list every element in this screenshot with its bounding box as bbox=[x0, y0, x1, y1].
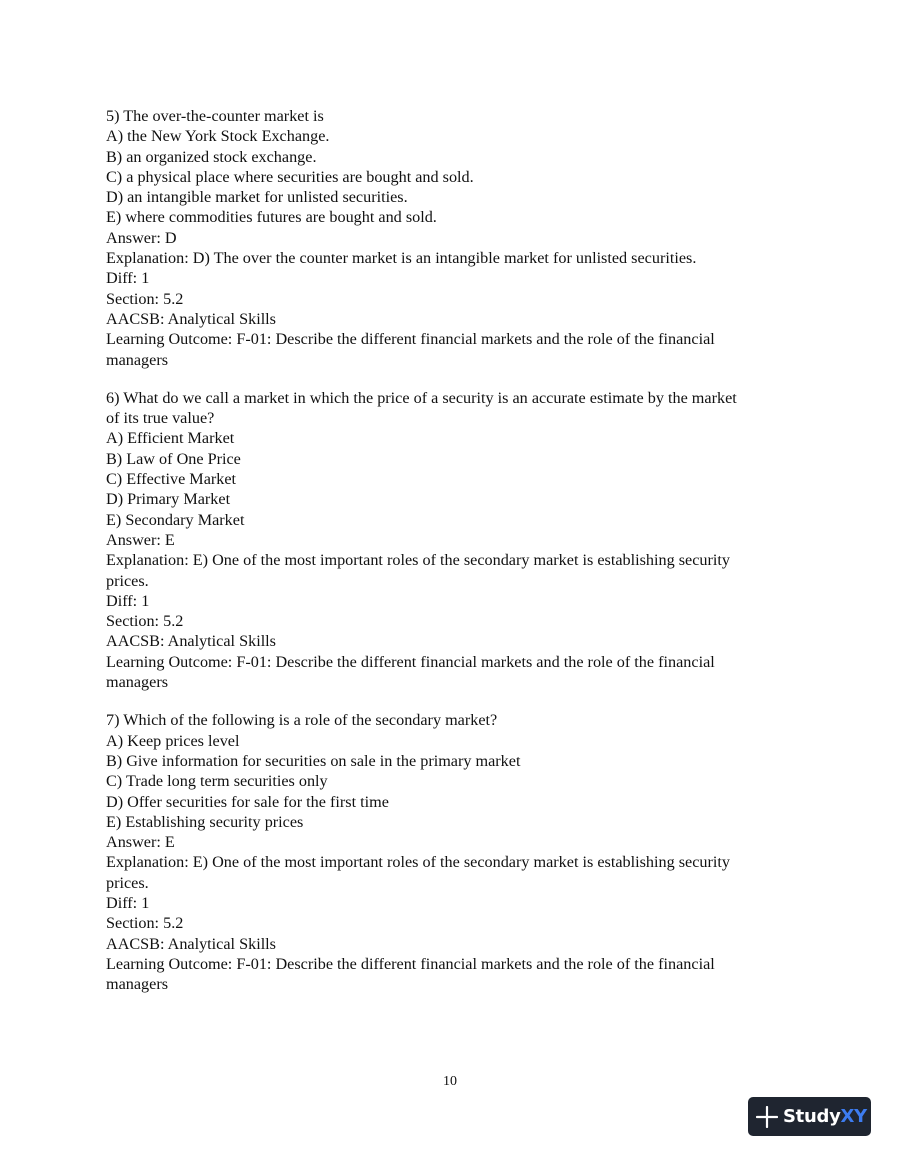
aacsb: AACSB: Analytical Skills bbox=[106, 632, 276, 651]
option-d: D) Offer securities for sale for the first time bbox=[106, 792, 389, 811]
explanation: Explanation: D) The over the counter market is an intangible market for unlisted securities. bbox=[106, 249, 697, 268]
section: Section: 5.2 bbox=[106, 289, 184, 308]
studyxy-badge[interactable] bbox=[748, 1097, 871, 1136]
page-number: 10 bbox=[443, 1074, 457, 1089]
brand-logo-text bbox=[783, 1097, 867, 1136]
option-c: C) Trade long term securities only bbox=[106, 772, 328, 791]
learning-outcome: Learning Outcome: F-01: Describe the different financial markets and the role of the financial bbox=[106, 954, 715, 973]
aacsb: AACSB: Analytical Skills bbox=[106, 934, 276, 953]
difficulty: Diff: 1 bbox=[106, 893, 150, 912]
explanation-continued: prices. bbox=[106, 571, 149, 590]
learning-outcome: Learning Outcome: F-01: Describe the different financial markets and the role of the financial bbox=[106, 330, 715, 349]
option-c: C) Effective Market bbox=[106, 470, 237, 489]
question-6 bbox=[106, 388, 806, 692]
answer: Answer: E bbox=[106, 530, 175, 549]
option-e: E) where commodities futures are bought and sold. bbox=[106, 208, 437, 227]
difficulty: Diff: 1 bbox=[106, 269, 150, 288]
answer: Answer: E bbox=[106, 833, 175, 852]
section: Section: 5.2 bbox=[106, 914, 184, 933]
explanation: Explanation: E) One of the most important roles of the secondary market is establishing security bbox=[106, 551, 730, 570]
option-b: B) an organized stock exchange. bbox=[106, 147, 317, 166]
option-a: A) Efficient Market bbox=[106, 429, 235, 448]
question-stem: 5) The over-the-counter market is bbox=[106, 107, 324, 125]
option-a: A) Keep prices level bbox=[106, 731, 240, 750]
option-e: E) Establishing security prices bbox=[106, 812, 304, 831]
brand-main: Study bbox=[783, 1106, 841, 1127]
question-stem: 7) Which of the following is a role of the secondary market? bbox=[106, 711, 498, 730]
option-a: A) the New York Stock Exchange. bbox=[106, 127, 330, 146]
section: Section: 5.2 bbox=[106, 612, 184, 631]
learning-outcome-continued: managers bbox=[106, 350, 169, 369]
answer: Answer: D bbox=[106, 228, 177, 247]
plus-icon bbox=[756, 1106, 778, 1128]
option-d: D) an intangible market for unlisted securities. bbox=[106, 188, 408, 207]
option-e: E) Secondary Market bbox=[106, 510, 245, 529]
brand-accent: XY bbox=[840, 1106, 867, 1127]
question-7 bbox=[106, 710, 806, 994]
learning-outcome: Learning Outcome: F-01: Describe the different financial markets and the role of the financial bbox=[106, 652, 715, 671]
difficulty: Diff: 1 bbox=[106, 591, 150, 610]
option-d: D) Primary Market bbox=[106, 490, 231, 509]
option-c: C) a physical place where securities are bought and sold. bbox=[106, 167, 474, 186]
option-b: B) Give information for securities on sale in the primary market bbox=[106, 751, 521, 770]
question-5 bbox=[106, 106, 806, 370]
learning-outcome-continued: managers bbox=[106, 673, 169, 692]
question-stem: 6) What do we call a market in which the price of a security is an accurate estimate by the market bbox=[106, 388, 737, 407]
option-b: B) Law of One Price bbox=[106, 449, 241, 468]
aacsb: AACSB: Analytical Skills bbox=[106, 309, 276, 328]
document-body bbox=[106, 106, 806, 994]
explanation-continued: prices. bbox=[106, 873, 149, 892]
explanation: Explanation: E) One of the most important roles of the secondary market is establishing security bbox=[106, 853, 730, 872]
question-stem-continued: of its true value? bbox=[106, 409, 215, 428]
learning-outcome-continued: managers bbox=[106, 975, 169, 994]
